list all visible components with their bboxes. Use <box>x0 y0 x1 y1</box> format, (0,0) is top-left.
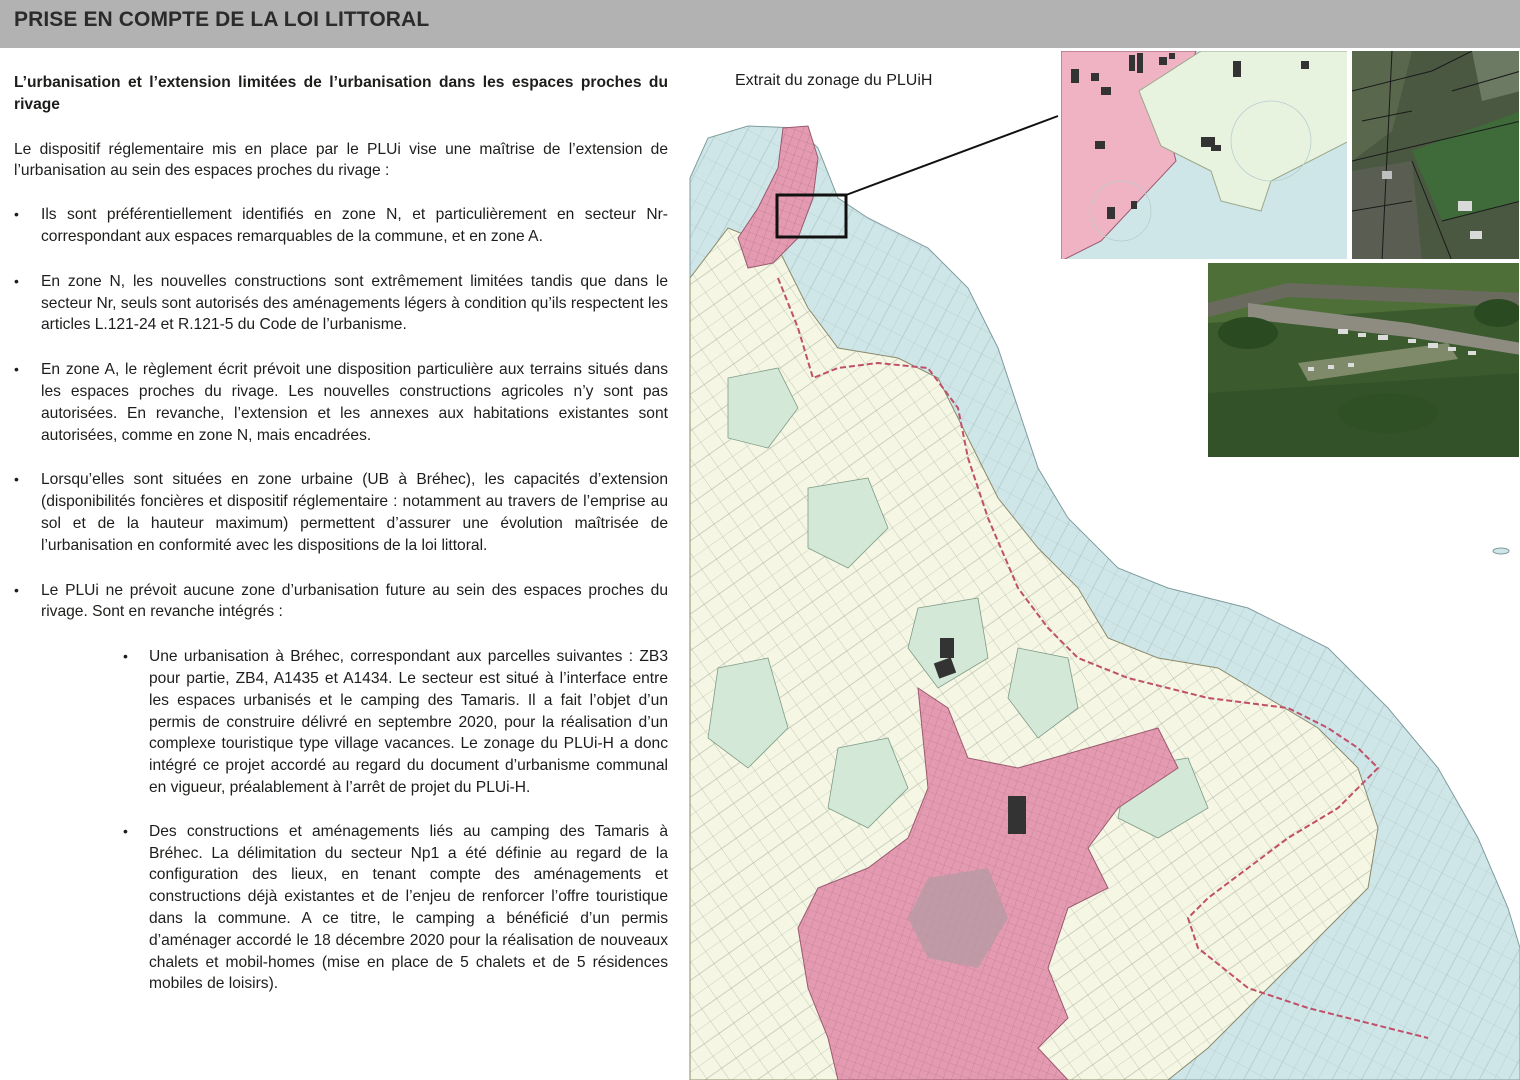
intro-paragraph: Le dispositif réglementaire mis en place par le PLUi vise une maîtrise de l’extension de l’urbanisation au sein des espaces proches du rivage : <box>14 140 668 180</box>
cadastre-inset-drawing <box>1352 51 1520 260</box>
sub-bullet-item: • Des constructions et aménagements liés au camping des Tamaris à Bréhec. La délimitation du secteur Np1 a été définie au regard de la configuration des lieux, en tenant compte des aménagements et constructions déjà existantes et de l’enjeu de renforcer l’offre touristique dans la commune. A ce titre, le camping a bénéficié d’un permis d’aménager accordé le 18 décembre 2020 pour la réalisation de nouveaux chalets et mobil-homes (mise en place de 5 chalets et de 5 résidences mobiles de loisirs). <box>123 821 668 995</box>
sub-bullet-item: • Une urbanisation à Bréhec, correspondant aux parcelles suivantes : ZB3 pour partie, ZB4, A1435 et A1434. Le secteur est situé à l’interface entre les espaces urbanisés et le camping des Tamaris. Il a fait l’objet d’un permis de construire délivré en septembre 2020, pour la réalisation d’un complexe touristique type village vacances. Le zonage du PLUi-H a donc intégré ce projet accordé au regard du document d’urbanisme communal en vigueur, préalablement à l’arrêt de projet du PLUi-H. <box>123 646 668 799</box>
zoning-inset <box>1060 50 1348 260</box>
zoning-inset-drawing <box>1061 51 1348 260</box>
text-column <box>14 72 668 1018</box>
callout-line <box>846 116 1058 195</box>
sub-bullet-list <box>123 646 668 995</box>
bullet-item: • En zone A, le règlement écrit prévoit une disposition particulière aux terrains situés dans les espaces proches du rivage. Les nouvelles constructions agricoles n’y sont pas autorisées. En revanche, l’extension et les annexes aux habitations existantes sont autorisées, comme en zone N, mais encadrées. <box>14 359 668 446</box>
bullet-item: • Lorsqu’elles sont situées en zone urbaine (UB à Bréhec), les capacités d’extension (disponibilités foncières et dispositif réglementaire : notamment au travers de l’emprise au sol et de la hauteur maximum) permettent d’assurer une évolution maîtrisée de l’urbanisation en conformité avec les dispositions de la loi littoral. <box>14 469 668 556</box>
aerial-photo-inset <box>1207 262 1520 458</box>
map-caption: Extrait du zonage du PLUiH <box>735 72 933 89</box>
bullet-item: • En zone N, les nouvelles constructions sont extrêmement limitées tandis que dans le secteur Nr, seuls sont autorisés des aménagements légers à condition qu’ils respectent les articles L.121-24 et R.121-5 du Code de l’urbanisme. <box>14 271 668 336</box>
page-title: PRISE EN COMPTE DE LA LOI LITTORAL <box>14 8 430 31</box>
building <box>940 638 954 658</box>
bullet-item-text: Le PLUi ne prévoit aucune zone d’urbanisation future au sein des espaces proches du rivage. Sont en revanche intégrés : <box>41 581 668 621</box>
bullet-item: • Ils sont préférentiellement identifiés en zone N, et particulièrement en secteur Nr-correspondant aux espaces remarquables de la commune, et en zone A. <box>14 204 668 248</box>
bullet-list <box>14 204 668 995</box>
bullet-item <box>14 580 668 996</box>
section-subheading: L’urbanisation et l’extension limitées de l’urbanisation dans les espaces proches du rivage <box>14 74 668 113</box>
cadastre-inset <box>1351 50 1520 260</box>
header-bar <box>0 0 1520 48</box>
aerial-photo-drawing <box>1208 263 1520 458</box>
building <box>1008 796 1026 834</box>
